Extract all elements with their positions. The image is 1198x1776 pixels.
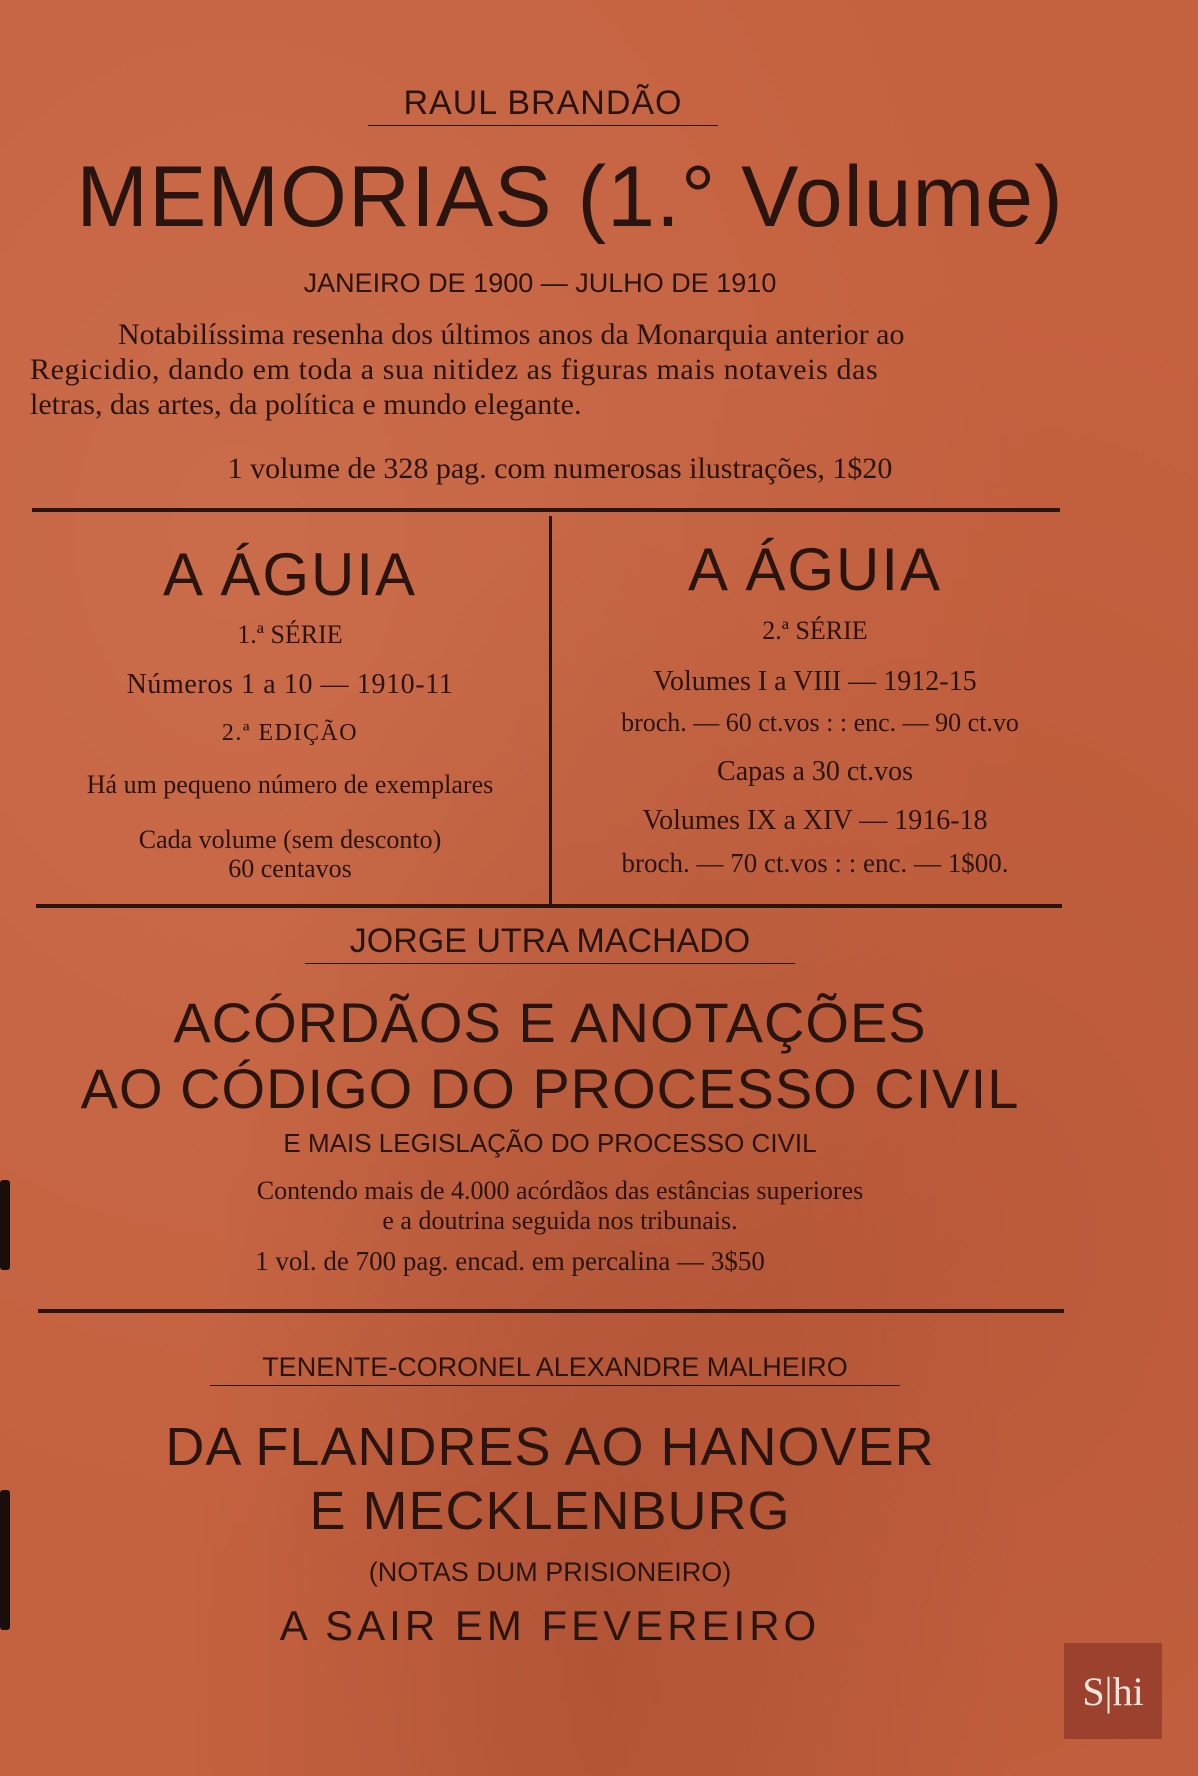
aguia-left-price-line-2: 60 centavos <box>228 854 352 883</box>
aguia-right-volumes-1: Volumes I a VIII — 1912-15 <box>653 666 977 697</box>
aguia-left-series: 1.ª SÉRIE <box>237 620 343 649</box>
flandres-title-line-2: E MECKLENBURG <box>309 1481 791 1541</box>
author-alexandre-malheiro: TENENTE-CORONEL ALEXANDRE MALHEIRO <box>210 1352 900 1386</box>
aguia-right-series: 2.ª SÉRIE <box>762 616 868 645</box>
acordaos-description-line-2: e a doutrina seguida nos tribunais. <box>382 1206 738 1235</box>
divider <box>38 1309 1064 1313</box>
acordaos-subtitle: E MAIS LEGISLAÇÃO DO PROCESSO CIVIL <box>283 1128 817 1158</box>
aguia-left-title: A ÁGUIA <box>162 541 418 608</box>
column-divider <box>549 516 552 904</box>
aguia-left-edition: 2.ª EDIÇÃO <box>221 720 359 746</box>
memorias-description-line-3: letras, das artes, da política e mundo elegante. <box>30 388 582 421</box>
divider <box>36 904 1062 908</box>
memorias-description-line-2: Regicidio, dando em toda a sua nitidez as figuras mais notaveis das <box>30 353 879 386</box>
aguia-left-note: Há um pequeno número de exemplares <box>86 770 494 799</box>
flandres-subtitle: (NOTAS DUM PRISIONEIRO) <box>368 1557 732 1587</box>
aguia-right-covers: Capas a 30 ct.vos <box>717 756 913 787</box>
memorias-title: MEMORIAS (1.° Volume) <box>76 149 1064 245</box>
memorias-dates: JANEIRO DE 1900 — JULHO DE 1910 <box>303 268 777 298</box>
memorias-volume-info: 1 volume de 328 pag. com numerosas ilustrações, 1$20 <box>227 452 893 485</box>
divider <box>32 508 1060 512</box>
acordaos-title-line-1: ACÓRDÃOS E ANOTAÇÕES <box>173 991 927 1054</box>
aguia-left-numbers: Números 1 a 10 — 1910-11 <box>126 669 454 700</box>
aguia-right-prices-2: broch. — 70 ct.vos : : enc. — 1$00. <box>621 848 1009 878</box>
acordaos-volume-info: 1 vol. de 700 pag. encad. em percalina — 3$50 <box>255 1246 765 1276</box>
memorias-description-line-1: Notabilíssima resenha dos últimos anos da Monarquia anterior ao <box>118 318 905 351</box>
author-raul-brandao: RAUL BRANDÃO <box>368 84 718 126</box>
archive-logo <box>1064 1643 1162 1739</box>
flandres-title-line-1: DA FLANDRES AO HANOVER <box>165 1417 935 1477</box>
aguia-right-title: A ÁGUIA <box>687 536 943 603</box>
torn-edge-mark <box>0 1490 10 1630</box>
flandres-announcement: A SAIR EM FEVEREIRO <box>279 1602 821 1649</box>
acordaos-title-line-2: AO CÓDIGO DO PROCESSO CIVIL <box>80 1057 1020 1120</box>
torn-edge-mark <box>0 1180 10 1270</box>
aguia-left-price-line-1: Cada volume (sem desconto) <box>138 825 442 854</box>
acordaos-description-line-1: Contendo mais de 4.000 acórdãos das estâncias superiores <box>256 1176 864 1205</box>
author-jorge-utra-machado: JORGE UTRA MACHADO <box>305 922 795 964</box>
aguia-right-prices-1: broch. — 60 ct.vos : : enc. — 90 ct.vo <box>621 708 1019 737</box>
archive-logo-text: S|hi <box>1082 1668 1144 1714</box>
aguia-right-volumes-2: Volumes IX a XIV — 1916-18 <box>642 805 988 836</box>
